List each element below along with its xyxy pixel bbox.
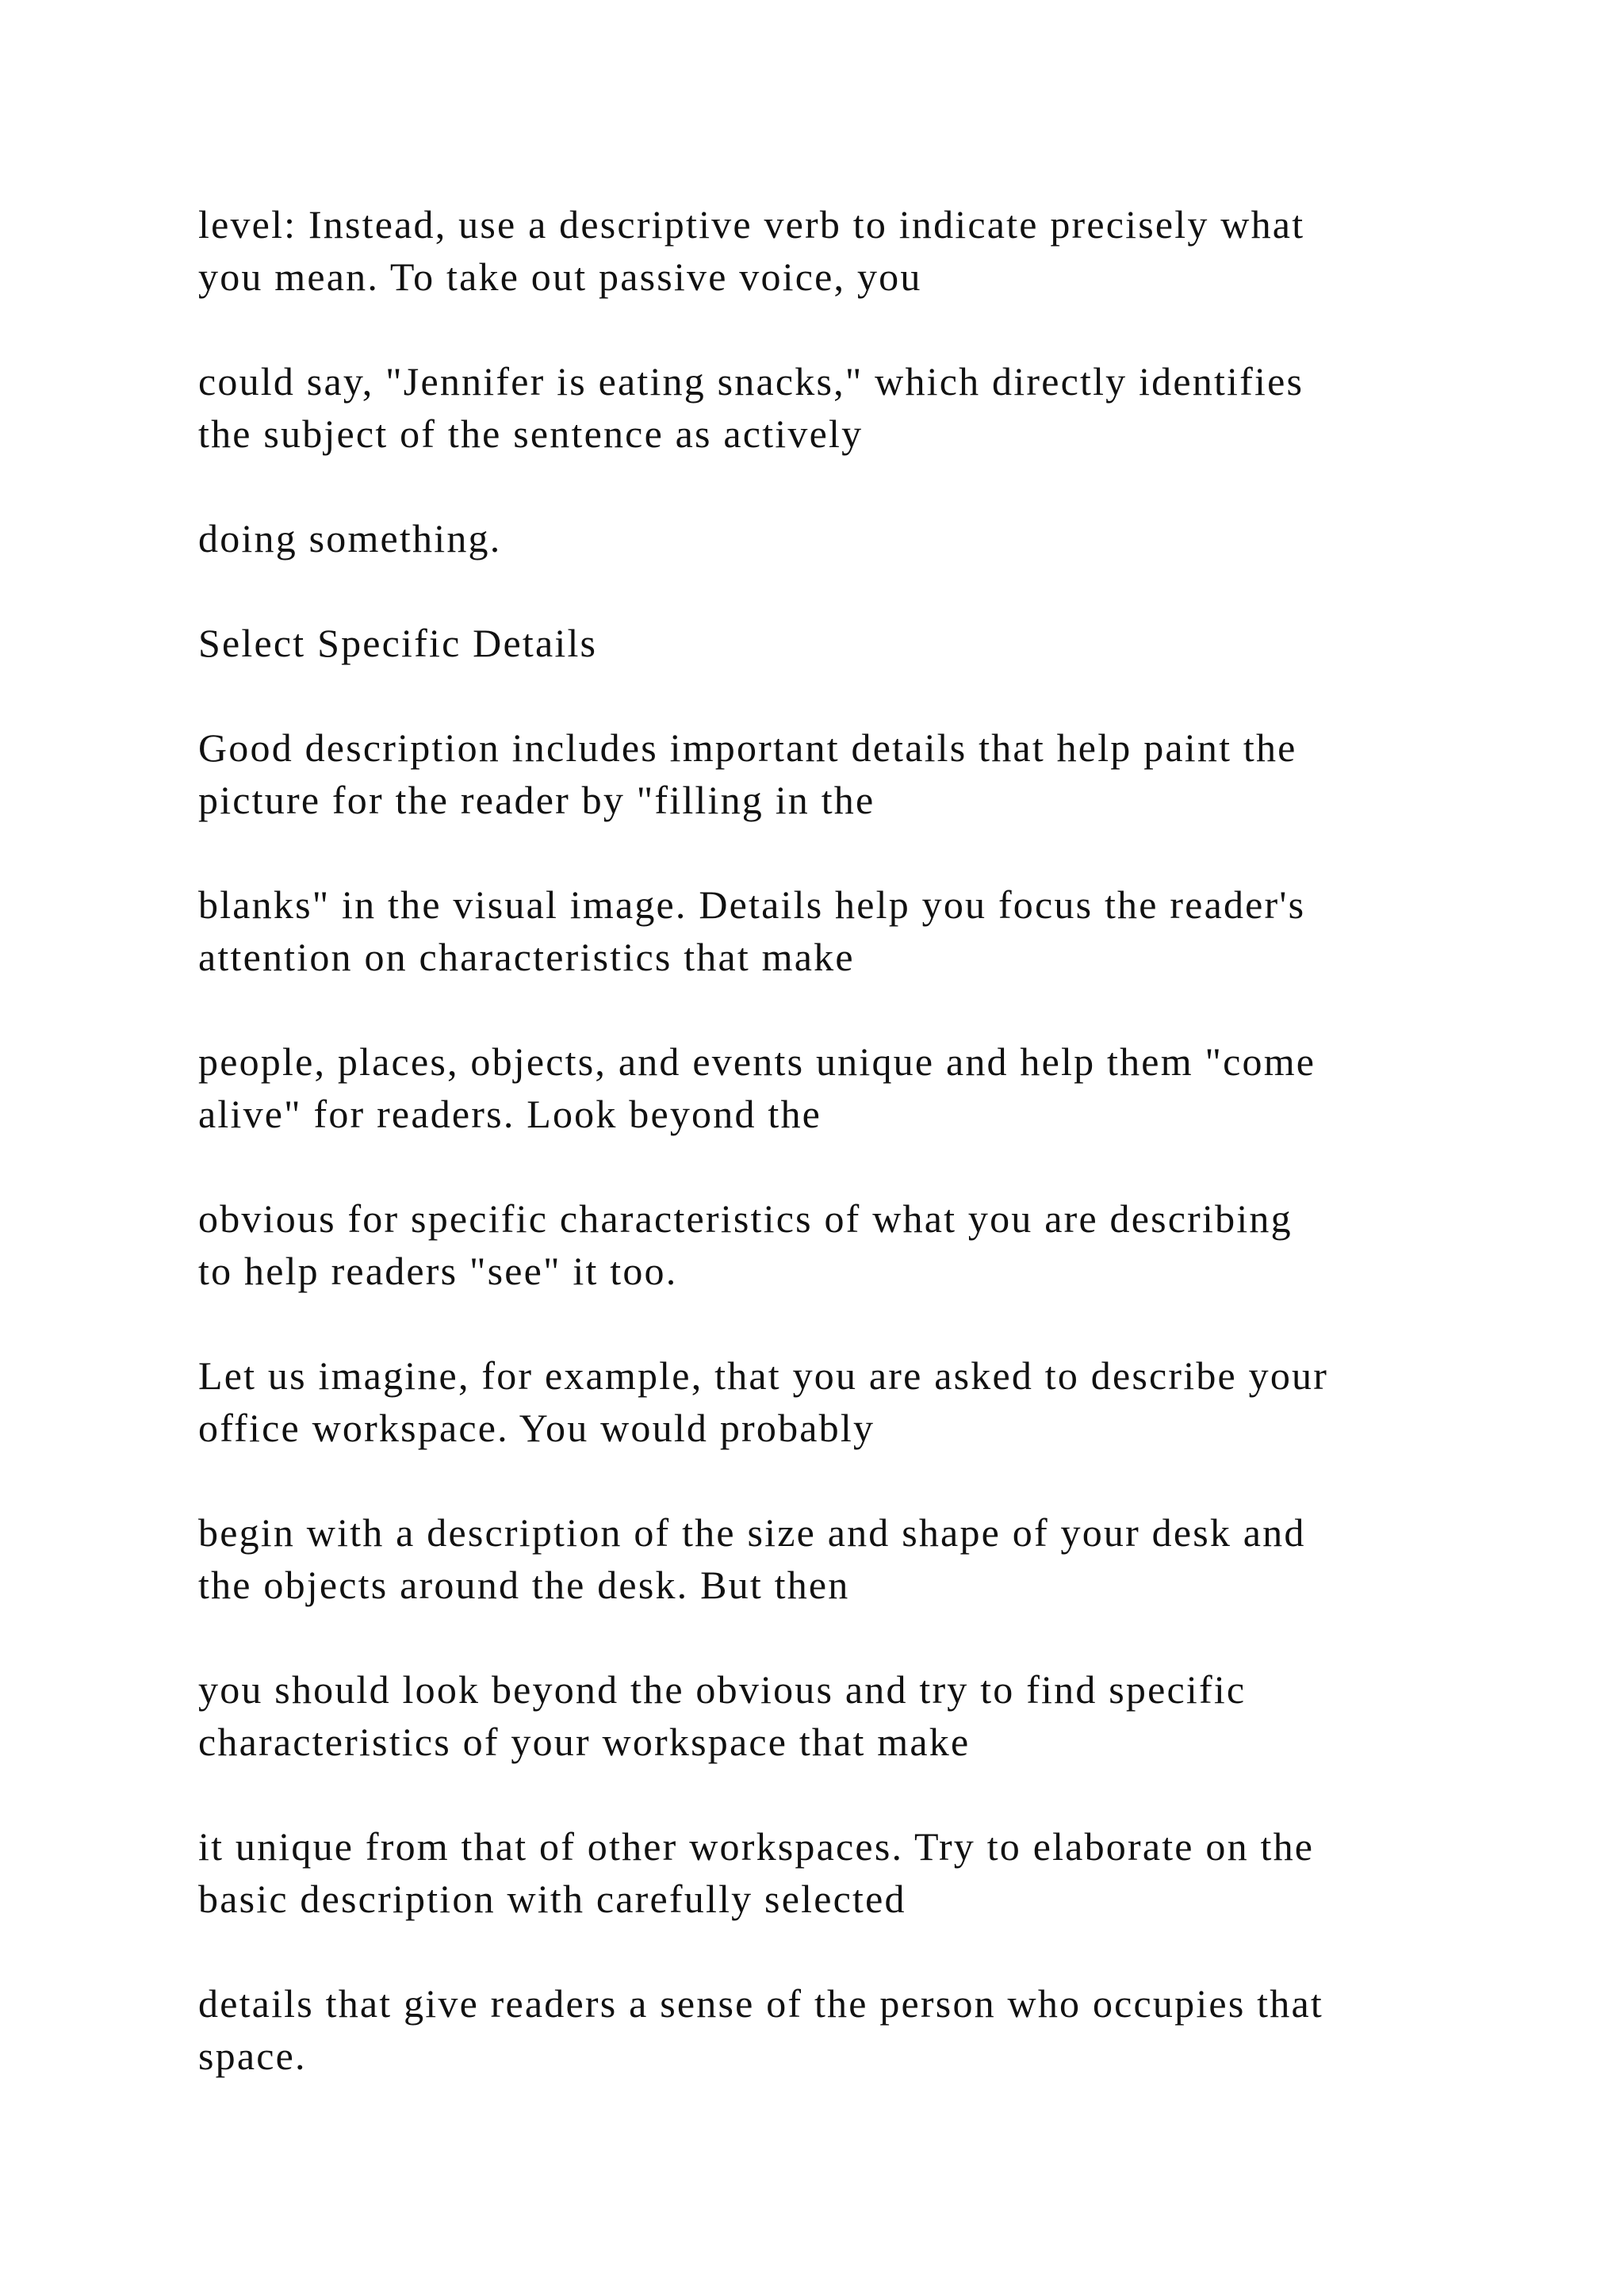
- paragraph-workspace-4: [198, 1820, 1467, 1925]
- paragraph-passive-voice-1: [198, 198, 1467, 303]
- text-line: the subject of the sentence as actively: [198, 411, 864, 456]
- text-line: alive" for readers. Look beyond the: [198, 1092, 822, 1136]
- paragraph-details-1: [198, 721, 1467, 826]
- heading-text: Select Specific Details: [198, 621, 598, 665]
- section-heading: [198, 617, 1467, 669]
- text-line: Let us imagine, for example, that you are asked to describe your: [198, 1353, 1329, 1398]
- paragraph-details-2: [198, 878, 1467, 983]
- text-line: begin with a description of the size and shape of your desk and: [198, 1510, 1306, 1555]
- text-line: Good description includes important details that help paint the: [198, 725, 1297, 770]
- paragraph-details-4: [198, 1192, 1467, 1297]
- text-line: basic description with carefully selected: [198, 1877, 906, 1921]
- text-line: space.: [198, 2034, 307, 2078]
- paragraph-workspace-2: [198, 1506, 1467, 1611]
- text-line: office workspace. You would probably: [198, 1406, 875, 1450]
- paragraph-passive-voice-3: [198, 512, 1467, 564]
- paragraph-passive-voice-2: [198, 355, 1467, 460]
- text-line: characteristics of your workspace that make: [198, 1720, 971, 1764]
- text-line: obvious for specific characteristics of what you are describing: [198, 1196, 1293, 1241]
- text-line: you mean. To take out passive voice, you: [198, 254, 922, 299]
- text-line: level: Instead, use a descriptive verb to indicate precisely what: [198, 202, 1305, 247]
- paragraph-details-3: [198, 1035, 1467, 1140]
- text-line: it unique from that of other workspaces. Try to elaborate on the: [198, 1824, 1315, 1869]
- text-line: attention on characteristics that make: [198, 935, 855, 979]
- text-line: the objects around the desk. But then: [198, 1563, 850, 1607]
- text-line: people, places, objects, and events unique and help them "come: [198, 1039, 1316, 1084]
- paragraph-workspace-1: [198, 1349, 1467, 1454]
- text-line: you should look beyond the obvious and try to find specific: [198, 1667, 1247, 1712]
- text-line: could say, "Jennifer is eating snacks," which directly identifies: [198, 359, 1304, 404]
- text-line: doing something.: [198, 516, 502, 561]
- text-line: details that give readers a sense of the person who occupies that: [198, 1981, 1323, 2026]
- text-line: picture for the reader by "filling in the: [198, 778, 875, 822]
- paragraph-workspace-3: [198, 1663, 1467, 1768]
- text-line: to help readers "see" it too.: [198, 1249, 678, 1293]
- paragraph-workspace-5: [198, 1977, 1467, 2082]
- text-line: blanks" in the visual image. Details help you focus the reader's: [198, 882, 1306, 927]
